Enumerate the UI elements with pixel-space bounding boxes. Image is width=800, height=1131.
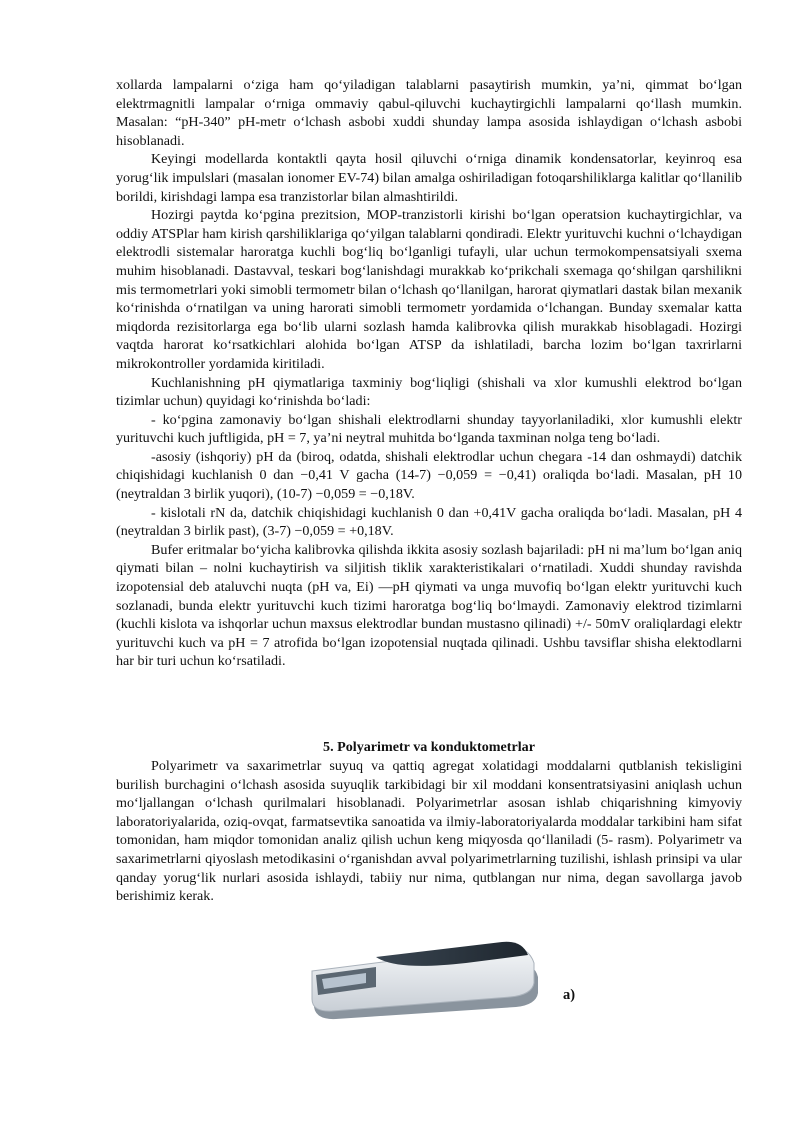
paragraph-6: -asosiy (ishqoriy) pH da (biroq, odatda, shishali elektrodlar uchun chegara -14 dan oshmaydi) datchik chiqishidagi kuchlanish 0 dan −0,41 V gacha (14-7) −0,059 = −0,41) oraliqda bo‘ladi. Masalan, pH 10 (neytraldan 3 birlik yuqori), (10-7) −0,059 = −0,18V. [116, 448, 742, 503]
section-paragraph-1: Polyarimetr va saxarimetrlar suyuq va qattiq agregat xolatidagi moddalarni qutblanish tekisligini burilish burchagini o‘lchash asosida suyuqlik tarkibidagi bir xil moddani konsentratsiyasini aniqlash uchun mo‘ljallangan o‘lchash qurilmalari hisoblanadi. Polyarimetrlar asosan ishlab chiqarishning kimyoviy laboratoriyalarida, oziq-ovqat, farmatsevtika sanoatida va ilmiy-laboratoriyalarda moddalar tarkibini ham sifat tomonidan, ham miqdor tomonidan analiz qilish uchun keng miqyosda qo‘llaniladi (5- rasm). Polyarimetr va saxarimetrlarni qiyoslash metodikasini o‘rganishdan avval polyarimetrlarning tuzilishi, ishlash prinsipi va ular qanday yorug‘lik nurlari asosida ishlaydi, tabiiy nur nima, qutblangan nur nima, degan savollarga javob berishimiz kerak. [116, 758, 742, 905]
section-body-text [116, 757, 742, 906]
paragraph-5: - ko‘pgina zamonaviy bo‘lgan shishali elektrodlarni shunday tayyorlaniladiki, xlor kumushli elektr yurituvchi kuch juftligida, pH = 7, ya’ni neytral muhitda bo‘lganda taxminan nolga teng bo‘ladi. [116, 411, 742, 447]
polarimeter-device-illustration [306, 933, 546, 1023]
paragraph-7: - kislotali rN da, datchik chiqishidagi kuchlanish 0 dan +0,41V gacha oraliqda bo‘ladi. Masalan, pH 4 (neytraldan 3 birlik past), (3-7) −0,059 = +0,18V. [116, 504, 742, 540]
body-text [116, 76, 742, 671]
paragraph-4: Kuchlanishning pH qiymatlariga taxminiy bog‘liqligi (shishali va xlor kumushli elektrod bo‘lgan tizimlar uchun) quyidagi ko‘rinishda bo‘ladi: [116, 374, 742, 410]
paragraph-8: Bufer eritmalar bo‘yicha kalibrovka qilishda ikkita asosiy sozlash bajariladi: pH ni ma’lum bo‘lgan aniq qiymati bilan – nolni kuchaytirish va siljitish tiklik xarakteristikalari o‘rnatiladi. Xuddi shunday ravishda izopotensial deb ataluvchi nuqta (pH va, Ei) —pH qiymati va unga muvofiq bo‘lgan elektr yurituvchi kuch sozlanadi, bunda elektr yurituvchi kuch tizimi haroratga bog‘liq bo‘lmaydi. Zamonaviy elektrod tizimlarni (kuchli kislota va ishqorlar uchun maxsus elektrodlar bundan mustasno qilinadi) +/- 50mV oraliqlardagi elektr yurituvchi kuch va pH = 7 atrofida bo‘lgan izopotensial nuqtada qilinadi. Ushbu tavsiflar shisha elektodlarni har bir turi uchun ko‘rsatiladi. [116, 541, 742, 670]
section-heading: 5. Polyarimetr va konduktometrlar [323, 739, 535, 755]
figure-caption: a) [563, 987, 576, 1003]
paragraph-3: Hozirgi paytda ko‘pgina prezitsion, MOP-tranzistorli kirishi bo‘lgan operatsion kuchaytirgichlar, va oddiy ATSPlar ham kirish qarshiliklariga qo‘yilgan talablarni qondiradi. Elektr yurituvchi kuchni o‘lchaydigan elektrodli sistemalar haroratga kuchli bog‘liq bo‘lganligi tufayli, ular uchun termokompensatsiyali sxema muhim hisoblanadi. Dastavval, teskari bog‘lanishdagi murakkab ko‘prikchali sxemaga qo‘shilgan qarshilikni mis termometrlari yoki simobli termometr bilan o‘lchash qo‘llanilgan, harorat qiymatlari dastak bilan mexanik ko‘rinishda o‘rnatilgan va uning harorati simobli termometr yordamida o‘lchangan. Bunday sxemalar katta miqdorda rezisitorlarga ega bo‘lib ularni sozlash hamda kalibrovka qilish murakkab hisoblagadi. Hozirgi vaqtda harorat ko‘rsatkichlari alohida bo‘lgan ATSP da ishlatiladi, barcha lozim bo‘lgan taxrirlarni mikrokontroller yordamida kiritiladi. [116, 207, 742, 372]
polarimeter-image [306, 933, 546, 1023]
paragraph-2: Keyingi modellarda kontaktli qayta hosil qiluvchi o‘rniga dinamik kondensatorlar, keyinroq esa yorug‘lik impulslari (masalan ionomer EV-74) bilan amalga oshiriladigan fotoqarshiliklarga kalitlar qo‘llanilib borildi, kirishdagi lampa esa tranzistorlar bilan almashtirildi. [116, 151, 742, 205]
paragraph-1: xollarda lampalarni o‘ziga ham qo‘yiladigan talablarni pasaytirish mumkin, ya’ni, qimmat bo‘lgan elektrmagnitli lampalar o‘rniga ommaviy qabul-qiluvchi kuchaytirgichli lampalarni qo‘llash mumkin. Masalan: “pH-340” pH-metr o‘lchash asbobi xuddi shunday lampa asosida ishlaydigan o‘lchash asbobi hisoblanadi. [116, 77, 742, 149]
